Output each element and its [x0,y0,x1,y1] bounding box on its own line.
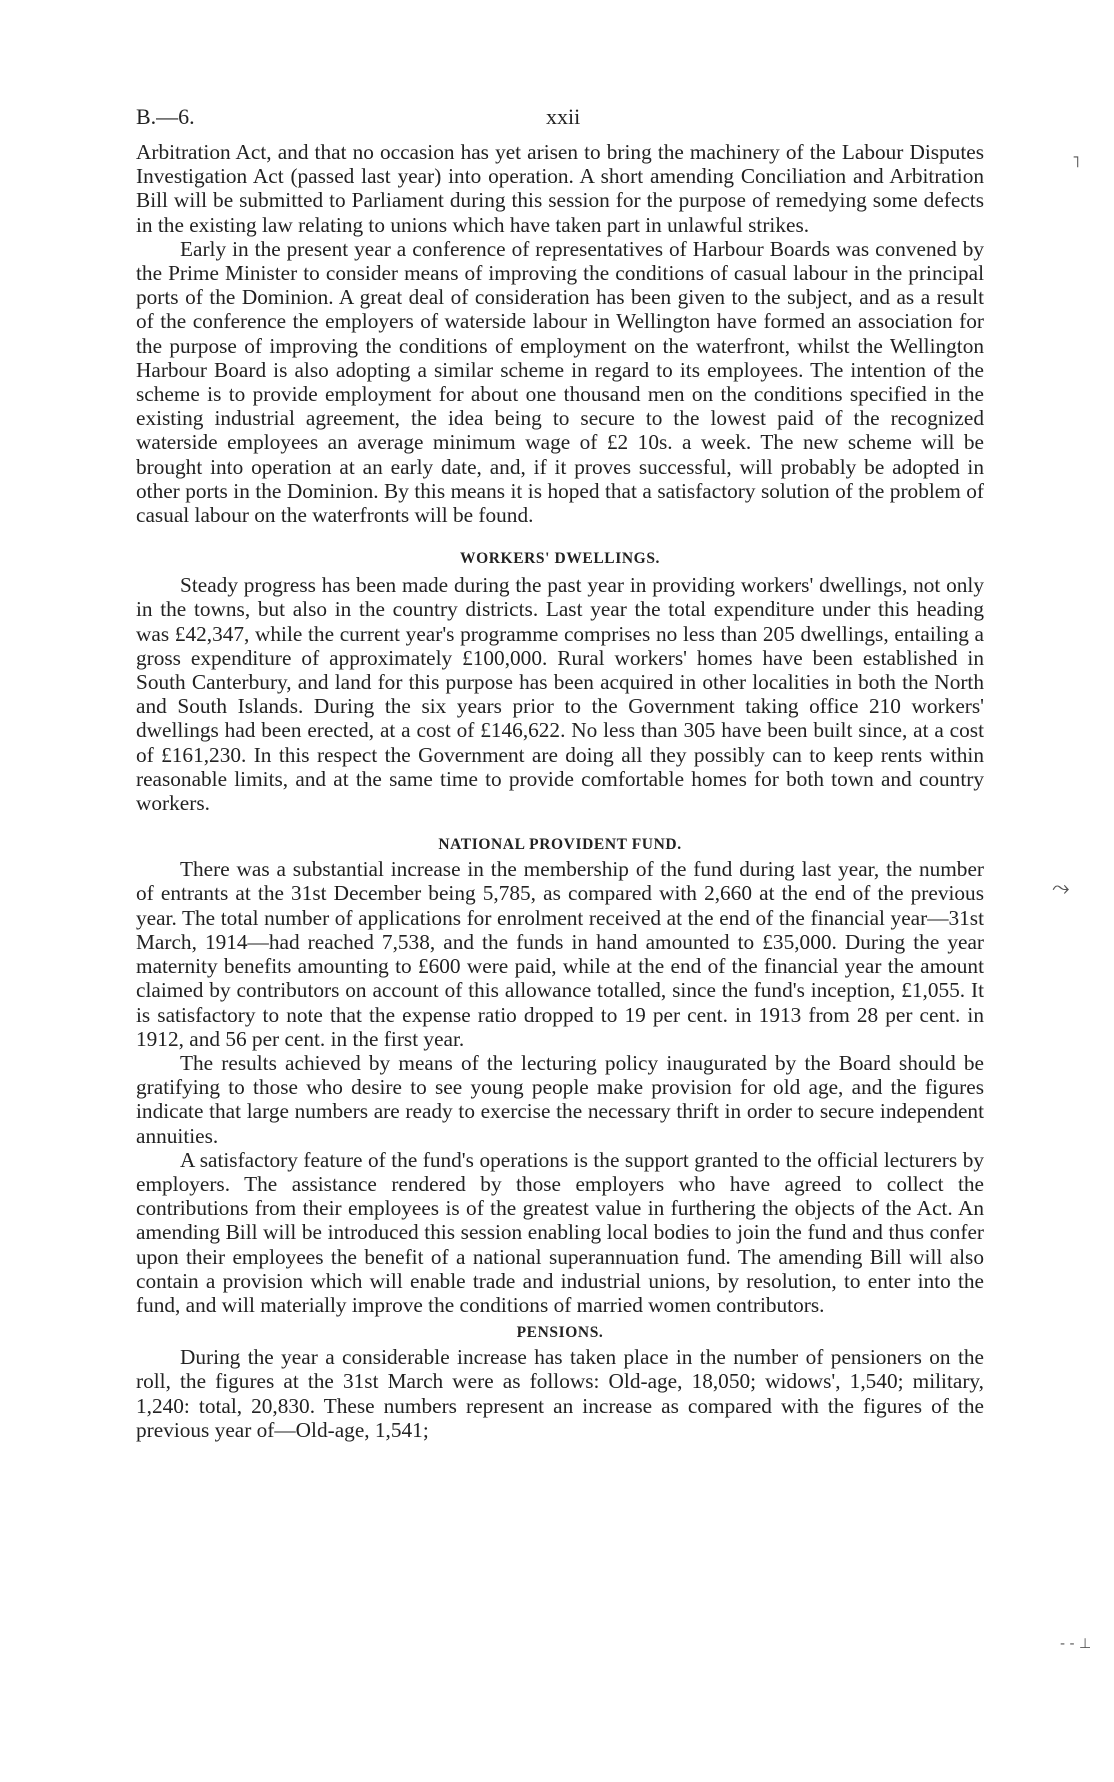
paragraph-arbitration-continued: Arbitration Act, and that no occasion has yet arisen to bring the machinery of the Labour Disputes Investigation Act (passed last year) into operation. A short amending Conciliation and Arbitration Bill will be submitted to Parliament during this session for the purpose of remedying some defects in the existing law relating to unions which have taken part in unlawful strikes. [136,140,984,237]
margin-dash-mark: - - ⊥ [1060,1636,1092,1652]
paragraph-provident-membership: There was a substantial increase in the membership of the fund during last year, the number of entrants at the 31st December being 5,785, as compared with 2,660 at the end of the previous year. The total number of applications for enrolment received at the end of the financial year—31st March, 1914—had reached 7,538, and the funds in hand amounted to £35,000. During the year maternity benefits amounting to £600 were paid, while at the end of the financial year the amount claimed by contributors on account of this allowance totalled, since the fund's inception, £1,055. It is satisfactory to note that the expense ratio dropped to 19 per cent. in 1913 from 28 per cent. in 1912, and 56 per cent. in the first year. [136,857,984,1051]
paper-reference: B.—6. [136,104,195,129]
running-header [136,100,984,140]
margin-tick-mark: ˥ [1072,152,1080,171]
document-page [136,100,984,1442]
paragraph-provident-lecturing: The results achieved by means of the lecturing policy inaugurated by the Board should be gratifying to those who desire to see young people make provision for old age, and the figures indicate that large numbers are ready to exercise the necessary thrift in order to secure independent annuities. [136,1050,984,1148]
margin-arrow-mark: ⤳ [1052,876,1070,901]
paragraph-workers-dwellings: Steady progress has been made during the past year in providing workers' dwellings, not only in the towns, but also in the country districts. Last year the total expenditure under this heading was £42,347, while the current year's programme comprises no less than 205 dwellings, entailing a gross expenditure of approximately £100,000. Rural workers' homes have been established in South Canterbury, and land for this purpose has been acquired in other localities in both the North and South Islands. During the six years prior to the Government taking office 210 workers' dwellings had been erected, at a cost of £146,622. No less than 305 have been built since, at a cost of £161,230. In this respect the Government are doing all they possibly can to keep rents within reasonable limits, and at the same time to provide comfortable homes for both town and country workers. [136,573,984,816]
paragraph-harbour-boards: Early in the present year a conference of representatives of Harbour Boards was convened by the Prime Minister to consider means of improving the conditions of casual labour in the principal ports of the Dominion. A great deal of consideration has been given to the subject, and as a result of the conference the employers of waterside labour in Wellington have formed an association for the purpose of improving the conditions of employment on the waterfront, whilst the Wellington Harbour Board is also adopting a similar scheme in regard to its employees. The intention of the scheme is to provide employment for about one thousand men on the conditions specified in the existing industrial agreement, the idea being to secure to the lowest paid of the recognized waterside employees an average minimum wage of £2 10s. a week. The new scheme will be brought into operation at an early date, and, if it proves successful, will probably be adopted in other ports in the Dominion. By this means it is hoped that a satisfactory solution of the problem of casual labour on the waterfronts will be found. [136,236,984,528]
section-heading-pensions: PENSIONS. [516,1324,604,1342]
page-number: xxii [546,104,581,129]
section-heading-workers-dwellings: WORKERS' DWELLINGS. [459,550,661,568]
section-heading-national-provident-fund: NATIONAL PROVIDENT FUND. [438,836,682,854]
paragraph-pensions: During the year a considerable increase has taken place in the number of pensioners on the roll, the figures at the 31st March were as follows: Old-age, 18,050; widows', 1,540; military, 1,240: total, 20,830. These numbers represent an increase as compared with the figures of the previous year of—Old-age, 1,541; [136,1345,984,1442]
paragraph-provident-employers: A satisfactory feature of the fund's operations is the support granted to the official lecturers by employers. The assistance rendered by those employers who have agreed to collect the contributions from their employees is of the greatest value in furthering the objects of the Act. An amending Bill will be introduced this session enabling local bodies to join the fund and thus confer upon their employees the benefit of a national superannuation fund. The amending Bill will also contain a provision which will enable trade and industrial unions, by resolution, to enter into the fund, and will materially improve the conditions of married women contributors. [136,1147,984,1317]
